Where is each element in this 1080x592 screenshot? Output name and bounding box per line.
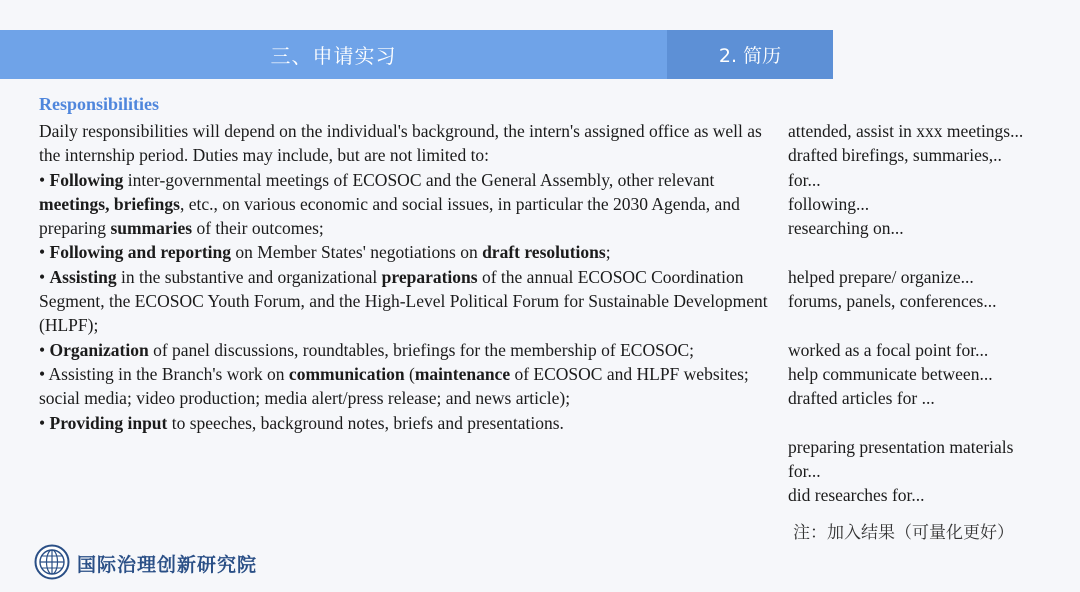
note-spacer xyxy=(788,313,1073,337)
bold-text: preparations xyxy=(381,266,478,287)
body-text: to speeches, background notes, briefs and presentations. xyxy=(167,412,564,433)
bullet-communication xyxy=(39,362,769,411)
body-text: in the substantive and organizational xyxy=(116,266,382,287)
section-title: 三、申请实习 xyxy=(270,44,397,68)
subsection-title: 2. 简历 xyxy=(718,45,782,67)
body-text: on Member States' negotiations on xyxy=(231,242,483,263)
bold-text: Following and reporting xyxy=(49,242,232,263)
bullet-following-meetings xyxy=(39,168,769,241)
bold-text: Organization xyxy=(49,339,149,360)
bullet-mark: • xyxy=(39,169,50,190)
responsibilities-body xyxy=(39,119,769,435)
bullet-mark: • xyxy=(39,363,49,384)
note-line: preparing presentation materials xyxy=(788,436,1014,457)
institute-name: 国际治理创新研究院 xyxy=(77,554,258,576)
bullet-assisting-preparations xyxy=(39,265,769,338)
bullet-providing-input xyxy=(39,411,769,435)
subsection-header-bar xyxy=(667,30,833,79)
bold-text: Providing input xyxy=(49,412,168,433)
body-text: ; xyxy=(605,242,611,263)
institute-logo-icon xyxy=(34,544,70,580)
note-line: drafted birefings, summaries,.. xyxy=(788,145,1002,166)
note-spacer xyxy=(788,411,1073,435)
bold-text: Assisting xyxy=(49,266,117,287)
bold-text: maintenance xyxy=(414,363,511,384)
bold-text: draft resolutions xyxy=(482,242,606,263)
body-text: , etc., on various economic and social issues, in particular the 2030 Agenda, and preparing xyxy=(39,193,740,239)
intro-paragraph: Daily responsibilities will depend on the individual's background, the intern's assigned office as well as the internship period. Duties may include, but are not limited to: xyxy=(39,121,762,166)
bullet-mark: • xyxy=(39,339,50,360)
bold-text: summaries xyxy=(110,218,193,239)
body-text: inter-governmental meetings of ECOSOC and the General Assembly, other relevant xyxy=(123,169,715,190)
bullet-following-reporting xyxy=(39,240,769,264)
note-line: did researches for... xyxy=(788,485,925,506)
resume-phrase-notes xyxy=(788,119,1073,508)
note-line: for... xyxy=(788,169,821,190)
section-header-bar xyxy=(0,30,667,79)
body-text: of the annual ECOSOC Coordination Segment, the ECOSOC Youth Forum, and the High-Level Political Forum for Sustainable Development (HLPF); xyxy=(39,266,768,336)
note-line: attended, assist in xxx meetings... xyxy=(788,121,1024,141)
bullet-mark: • xyxy=(39,266,50,287)
note-line: helped prepare/ organize... xyxy=(788,266,974,287)
bold-text: Following xyxy=(49,169,124,190)
body-text: ( xyxy=(404,363,415,384)
note-spacer xyxy=(788,240,1073,264)
note-line: drafted articles for ... xyxy=(788,388,935,409)
bullet-organization xyxy=(39,338,769,362)
body-text: of their outcomes; xyxy=(192,218,324,239)
bold-text: communication xyxy=(288,363,405,384)
note-line: worked as a focal point for... xyxy=(788,339,989,360)
bullet-mark: • xyxy=(39,242,50,263)
note-line: forums, panels, conferences... xyxy=(788,291,997,312)
body-text: of ECOSOC and HLPF websites; social media; video production; media alert/press release; and news article); xyxy=(39,363,749,409)
note-line: help communicate between... xyxy=(788,363,993,384)
note-line: for... xyxy=(788,461,821,482)
responsibilities-title: Responsibilities xyxy=(39,94,160,114)
note-line: following... xyxy=(788,193,870,214)
bullet-mark: • xyxy=(39,412,50,433)
remark-note: 注：加入结果（可量化更好） xyxy=(793,523,1014,543)
body-text: of panel discussions, roundtables, briefings for the membership of ECOSOC; xyxy=(148,339,695,360)
bold-text: meetings, briefings xyxy=(39,193,180,214)
note-line: researching on... xyxy=(788,218,904,239)
body-text: Assisting in the Branch's work on xyxy=(48,363,289,384)
